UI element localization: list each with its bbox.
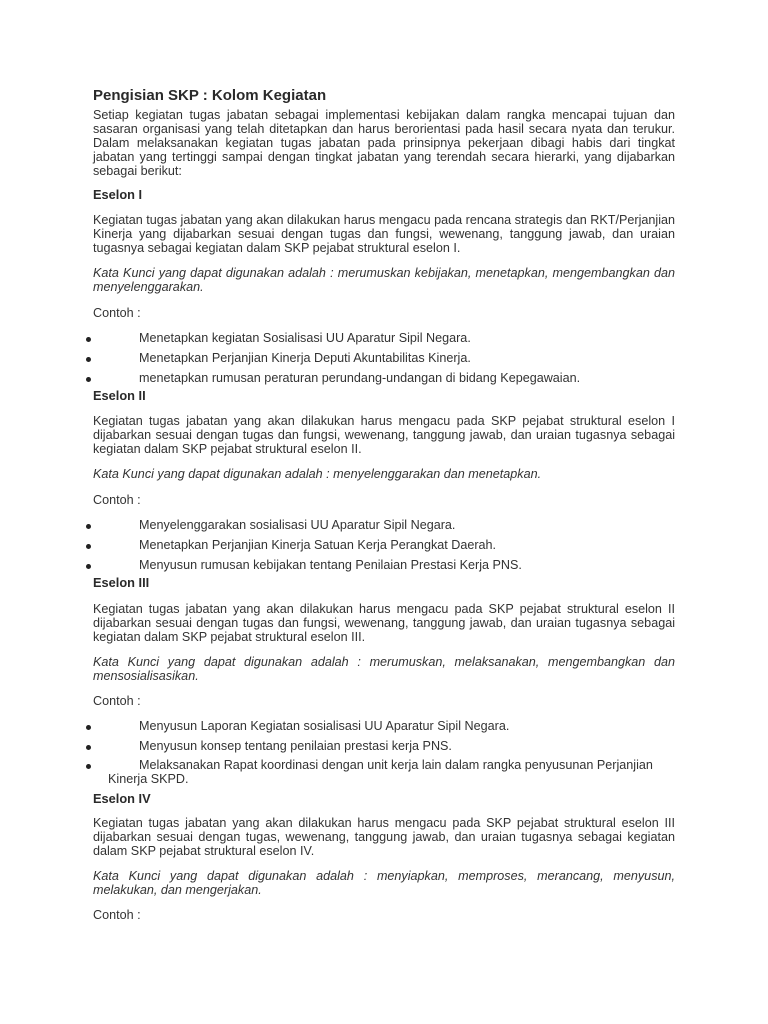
section-description-eselon-2: Kegiatan tugas jabatan yang akan dilakukan harus mengacu pada SKP pejabat struktural eselon I dijabarkan sesuai dengan tugas dan fungsi, wewenang, tanggung jawab, dan uraian tugasnya sebagai kegiatan dalam SKP pejabat struktural eselon II. (93, 414, 675, 456)
contoh-label: Contoh : (93, 493, 141, 507)
contoh-label: Contoh : (93, 908, 141, 922)
page-title: Pengisian SKP : Kolom Kegiatan (93, 87, 327, 104)
bullet-icon (86, 725, 91, 730)
example-item: Menyusun rumusan kebijakan tentang Penilaian Prestasi Kerja PNS. (139, 558, 522, 572)
bullet-icon (86, 564, 91, 569)
bullet-icon (86, 524, 91, 529)
example-item-line: Kinerja SKPD. (108, 772, 189, 786)
contoh-label: Contoh : (93, 694, 141, 708)
example-item: menetapkan rumusan peraturan perundang-undangan di bidang Kepegawaian. (139, 371, 581, 385)
example-item: Menyusun Laporan Kegiatan sosialisasi UU Aparatur Sipil Negara. (139, 719, 510, 733)
example-item: Menetapkan kegiatan Sosialisasi UU Aparatur Sipil Negara. (139, 331, 471, 345)
section-description-eselon-1: Kegiatan tugas jabatan yang akan dilakukan harus mengacu pada rencana strategis dan RKT/Perjanjian Kinerja yang dijabarkan sesuai dengan tugas dan fungsi, wewenang, tanggung jawab, dan uraian tugasnya sebagai kegiatan dalam SKP pejabat struktural eselon I. (93, 213, 675, 255)
section-keywords-eselon-2: Kata Kunci yang dapat digunakan adalah : menyelenggarakan dan menetapkan. (93, 467, 542, 481)
contoh-label: Contoh : (93, 306, 141, 320)
example-item-line: Melaksanakan Rapat koordinasi dengan unit kerja lain dalam rangka penyusunan Perjanjian (139, 758, 653, 772)
section-heading-eselon-1: Eselon I (93, 187, 143, 202)
bullet-icon (86, 377, 91, 382)
bullet-icon (86, 544, 91, 549)
section-description-eselon-4: Kegiatan tugas jabatan yang akan dilakukan harus mengacu pada SKP pejabat struktural eselon III dijabarkan sesuai dengan tugas, wewenang, tanggung jawab, dan uraian tugasnya sebagai kegiatan dalam SKP pejabat struktural eselon IV. (93, 816, 675, 858)
section-keywords-eselon-1: Kata Kunci yang dapat digunakan adalah : merumuskan kebijakan, menetapkan, mengembangkan dan menyelenggarakan. (93, 266, 675, 294)
section-heading-eselon-2: Eselon II (93, 388, 146, 403)
section-keywords-eselon-3: Kata Kunci yang dapat digunakan adalah : merumuskan, melaksanakan, mengembangkan dan mensosialisasikan. (93, 655, 675, 683)
bullet-icon (86, 745, 91, 750)
example-item: Menyusun konsep tentang penilaian prestasi kerja PNS. (139, 739, 452, 753)
bullet-icon (86, 357, 91, 362)
section-heading-eselon-3: Eselon III (93, 575, 150, 590)
example-item: Menetapkan Perjanjian Kinerja Satuan Kerja Perangkat Daerah. (139, 538, 497, 552)
example-item: Menetapkan Perjanjian Kinerja Deputi Akuntabilitas Kinerja. (139, 351, 471, 365)
section-description-eselon-3: Kegiatan tugas jabatan yang akan dilakukan harus mengacu pada SKP pejabat struktural eselon II dijabarkan sesuai dengan tugas dan fungsi, wewenang, tanggung jawab, dan uraian tugasnya sebagai kegiatan dalam SKP pejabat struktural eselon III. (93, 602, 675, 644)
bullet-icon (86, 337, 91, 342)
example-item (108, 758, 675, 786)
intro-paragraph: Setiap kegiatan tugas jabatan sebagai implementasi kebijakan dalam rangka mencapai tujuan dan sasaran organisasi yang telah ditetapkan dan harus berorientasi pada hasil secara nyata dan terukur. Dalam melaksanakan kegiatan tugas jabatan pada prinsipnya pekerjaan dibagi habis dari tingkat jabatan yang tertinggi sampai dengan tingkat jabatan yang terendah secara hierarki, yang dijabarkan sebagai berikut: (93, 108, 675, 178)
section-keywords-eselon-4: Kata Kunci yang dapat digunakan adalah : menyiapkan, memproses, merancang, menyusun, melakukan, dan mengerjakan. (93, 869, 675, 897)
example-item: Menyelenggarakan sosialisasi UU Aparatur Sipil Negara. (139, 518, 456, 532)
bullet-icon (86, 764, 91, 769)
section-heading-eselon-4: Eselon IV (93, 791, 151, 806)
